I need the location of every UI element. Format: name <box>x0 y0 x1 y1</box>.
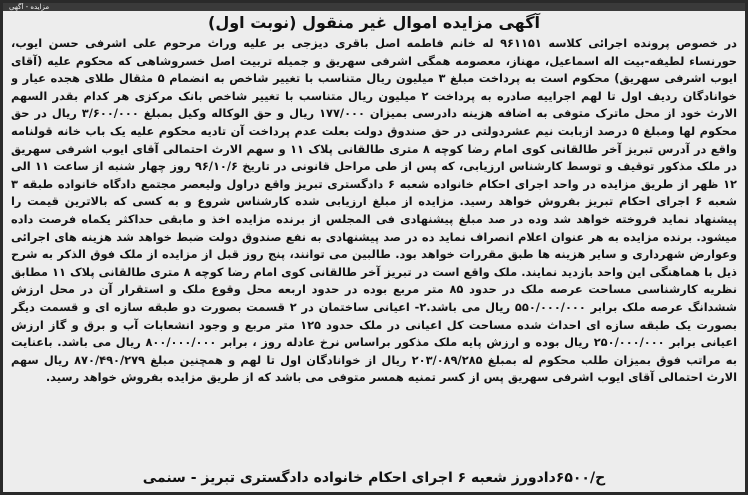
notice-signature: ح/۶۵۰۰دادورز شعبه ۶ اجرای احکام خانواده دادگستری تبریز - سنمی <box>142 470 606 486</box>
top-strip: مزایده - آگهی <box>3 3 748 11</box>
notice-body: در خصوص پرونده اجرائی کلاسه ۹۶۱۱۵۱ له خانم فاطمه اصل باقری دیزجی بر علیه وراث مرحوم علی اشرفی حسن ایوب، حورنساء لطیفه-بیت اله اسماعیل، مهناز، معصومه همگی اشرفی سهریق و جمیله تربیت اصل خسروشاهی که محکوم علیه (آقای ایوب اشرفی سهریق) محکوم است به پرداخت مبلغ ۳ میلیون ریال متناسب با تغییر شاخص به انضمام ۵ مثقال طلای هجده عیار و خوانادگان ردیف اول تا لهم اجراییه صادره به پرداخت ۲ میلیون ریال متناسب با تغییر شاخص بانک مرکزی هر کدام بقدر السهم الارث خود از محل ماترک متوفی به اضافه هزینه دادرسی بمیزان ۱۷۷/۰۰۰ ریال و حق الوکاله وکیل بمبلغ ۳/۶۰۰/۰۰۰ ریال در حق محکوم لها ومبلغ ۵ درصد ازبابت نیم عشردولتی در حق صندوق دولت بعلت عدم پرداخت آن تادیه محکوم علیه یک باب خانه قولنامه واقع در آدرس تبریز آخر طالقانی کوی امام رضا کوچه ۸ متری طالقانی پلاک ۱۱ و سهم الارث احتمالی آقای ایوب اشرفی سهریق در ملک مذکور توقیف و توسط کارشناس ارزیابی، که پس از طی مراحل قانونی در تاریخ ۹۶/۱۰/۶ روز چهار شنبه از ساعت ۱۱ الی ۱۲ ظهر از طریق مزایده در واحد اجرای احکام خانواده شعبه ۶ دادگستری تبریز واقع دراول ولیعصر مجتمع دادگاه خانواده طبقه ۳ شعبه ۶ اجرای احکام تبریز بفروش خواهد رسید. مزایده از مبلغ ارزیابی شده کارشناس شروع و به کسی که بالاترین قیمت را پیشنهاد نماید فروخته خواهد شد وده در صد مبلغ پیشنهادی فی المجلس از برنده مزایده اخذ و مابقی حداکثر یکماه فرصت داده میشود. برنده مزایده به هر عنوان اعلام انصراف نماید ده در صد پیشنهادی به نفع صندوق دولت ضبط خواهد شد هزینه های اجرائی وعوارض شهرداری و سایر هزینه ها طبق مقررات خواهد بود. طالبین می توانند، پنج روز قبل از مزایده از ملک فوق الذکر به شرح ذیل با هماهنگی این واحد بازدید نمایند. ملک واقع است در تبریز آخر طالقانی کوی امام رضا کوچه ۸ متری طالقانی پلاک ۱۱ مطابق نظریه کارشناسی مساحت عرصه ملک در حدود ۸۵ متر مربع بوده در حدود اربعه محل وقوع ملک و استقرار آن در محل ارزش ششدانگ عرصه ملک برابر ۵۵۰/۰۰۰/۰۰۰ ریال می باشد.۲- اعیانی ساختمان در ۲ قسمت بصورت دو طبقه سازه ای و قسمت دیگر بصورت یک طبقه سازه ای احداث شده مساحت کل اعیانی در ملک حدود ۱۲۵ متر مربع و وجود انشعابات آب و برق و گاز ارزش اعیانی برابر ۲۵۰/۰۰۰/۰۰۰ ریال بوده و ارزش پایه ملک مذکور براساس نرخ عادله روز ، برابر ۸۰۰/۰۰۰/۰۰۰ ریال می باشد. باعنایت به مراتب فوق بمیزان طلب محکوم له بمبلغ ۲۰۳/۰۸۹/۲۸۵ ریال از خوانادگان اول تا لهم و همچنین مبلغ ۸۷۰/۴۹۰/۲۷۹ ریال سهم الارث احتمالی آقای ایوب اشرفی سهریق پس از کسر تمنیه همسر متوفی می باشد که از طریق مزایده بفروش خواهد رسید. <box>11 36 737 385</box>
notice-title: آگهی مزایده اموال غیر منقول (نوبت اول) <box>208 13 540 32</box>
